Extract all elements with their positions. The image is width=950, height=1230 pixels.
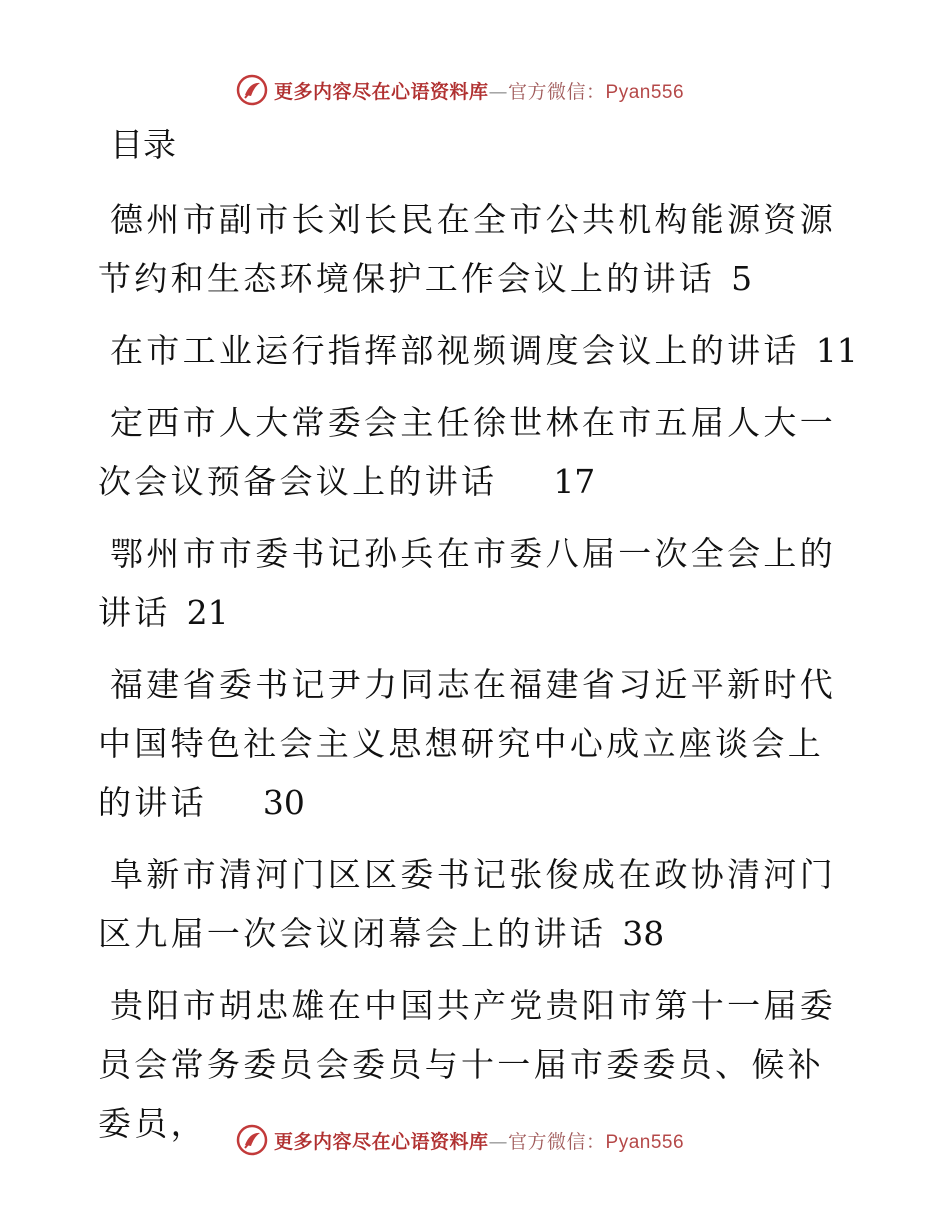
watermark-wechat-label: 官方微信：: [508, 1130, 606, 1153]
toc-title: 目录: [110, 125, 176, 164]
pen-swirl-logo-icon: [236, 74, 268, 106]
toc-entry-page: 38: [622, 914, 665, 953]
toc-entry[interactable]: [98, 321, 858, 380]
toc-entry-title: 定西市人大常委会主任徐世林在市五届人大一次会议预备会议上的讲话: [98, 403, 836, 501]
toc-entry[interactable]: [98, 393, 858, 511]
watermark-text: [274, 77, 684, 104]
watermark-wechat-id: Pyan556: [605, 81, 685, 103]
table-of-contents: [98, 190, 858, 1166]
toc-entry-title: 德州市副市长刘长民在全市公共机构能源资源节约和生态环境保护工作会议上的讲话: [98, 200, 836, 298]
toc-entry-title: 贵阳市胡忠雄在中国共产党贵阳市第十一届委员会常务委员会委员与十一届市委委员、候补委员，: [98, 986, 836, 1143]
watermark-wechat-id: Pyan556: [605, 1131, 685, 1153]
toc-entry[interactable]: [98, 524, 858, 642]
toc-entry-page: 11: [815, 331, 858, 370]
watermark-text: [274, 1127, 684, 1154]
toc-entry-page: 30: [262, 783, 305, 822]
toc-entry-page: 5: [731, 259, 753, 298]
toc-entry[interactable]: [98, 190, 858, 308]
watermark-separator: —: [488, 1130, 509, 1153]
toc-entry-page: 21: [186, 593, 229, 632]
toc-entry-page: 17: [553, 462, 596, 501]
toc-entry-title: 鄂州市市委书记孙兵在市委八届一次全会上的讲话: [98, 534, 836, 632]
watermark-library-text: 更多内容尽在心语资料库: [274, 1130, 489, 1153]
watermark-library-text: 更多内容尽在心语资料库: [274, 80, 489, 103]
watermark-banner-top: [236, 70, 684, 110]
watermark-banner-bottom: [236, 1120, 684, 1160]
toc-entry-title: 福建省委书记尹力同志在福建省习近平新时代中国特色社会主义思想研究中心成立座谈会上的讲话: [98, 665, 836, 822]
toc-entry[interactable]: [98, 655, 858, 832]
toc-entry-title: 阜新市清河门区区委书记张俊成在政协清河门区九届一次会议闭幕会上的讲话: [98, 855, 836, 953]
watermark-separator: —: [488, 80, 509, 103]
watermark-wechat-label: 官方微信：: [508, 80, 606, 103]
toc-entry[interactable]: [98, 845, 858, 963]
toc-entry-title: 在市工业运行指挥部视频调度会议上的讲话: [110, 331, 800, 370]
pen-swirl-logo-icon: [236, 1124, 268, 1156]
